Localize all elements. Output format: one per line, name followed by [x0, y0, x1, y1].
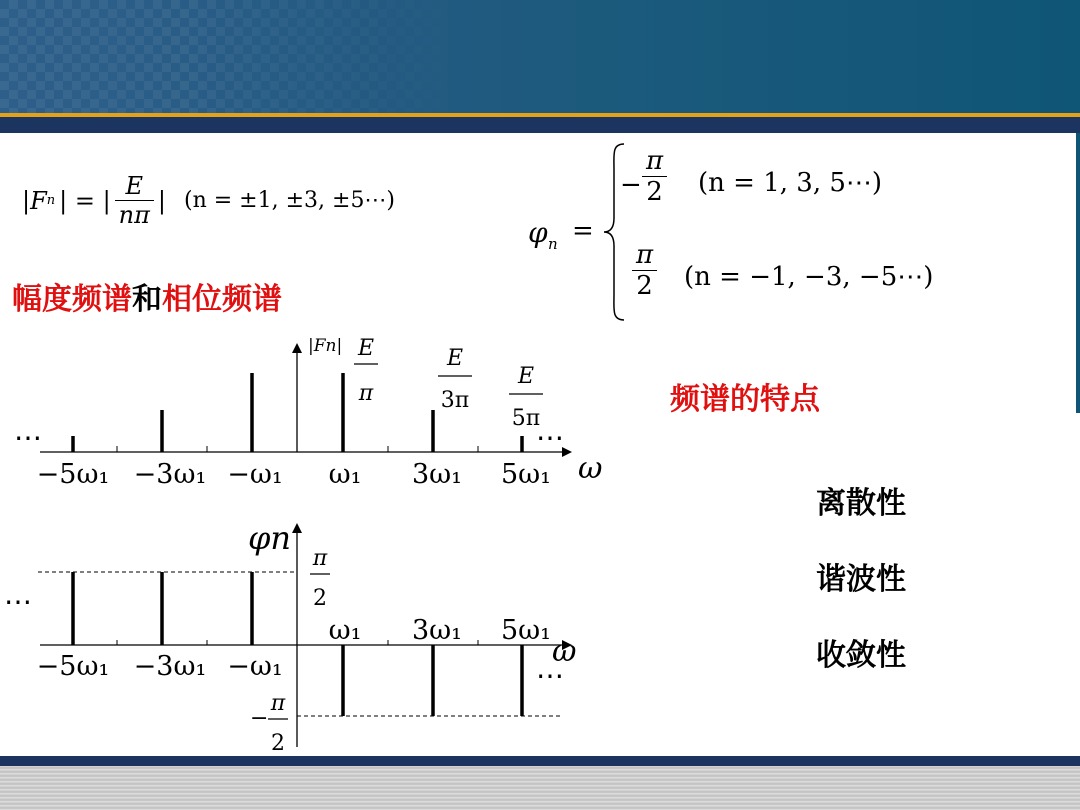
- formula-phase-case1-den: 2: [646, 177, 663, 207]
- formula-phase-case1-cond: (n = 1, 3, 5⋯): [698, 168, 883, 198]
- header-band: [0, 117, 1080, 133]
- phase-y-label: φn: [248, 519, 292, 557]
- formula-phase-brace: [602, 140, 628, 325]
- formula-phase-case2-num: π: [632, 240, 657, 271]
- formula-phase-case1-num: π: [642, 146, 667, 177]
- magnitude-tick-label: −3ω₁: [133, 459, 207, 490]
- magnitude-ellipsis-right: ⋯: [536, 421, 564, 454]
- formula-magnitude: [22, 172, 395, 229]
- phase-ellipsis-right: ⋯: [536, 659, 564, 692]
- formula-mag-eq: | = |: [59, 186, 111, 215]
- phase-tick-label: −ω₁: [227, 651, 283, 682]
- phase-bottom-den: 2: [271, 731, 285, 755]
- magnitude-tick-label: −ω₁: [227, 459, 283, 490]
- magnitude-y-arrow: [292, 343, 302, 353]
- formula-phase-case2-cond: (n = −1, −3, −5⋯): [684, 262, 934, 292]
- phase-bottom-level-label: [250, 691, 288, 755]
- magnitude-value-num: E: [517, 364, 535, 389]
- formula-mag-sub: n: [46, 193, 56, 208]
- formula-phase-eq: =: [572, 216, 594, 246]
- magnitude-value-label-3: [438, 346, 472, 413]
- phase-tick-label: 3ω₁: [411, 615, 463, 646]
- formula-mag-lhs: |F: [22, 186, 47, 215]
- magnitude-value-den: 3π: [440, 388, 470, 413]
- formula-mag-num: E: [115, 172, 154, 201]
- formula-mag-bar: |: [157, 186, 166, 215]
- formula-mag-den: nπ: [118, 201, 150, 229]
- footer-stripes: [0, 766, 1080, 810]
- phase-plot: [0, 515, 620, 755]
- phase-ellipsis-left: ⋯: [4, 585, 32, 618]
- phase-tick-label: −5ω₁: [36, 651, 110, 682]
- magnitude-value-den: π: [358, 381, 374, 406]
- phase-top-num: π: [312, 546, 328, 571]
- phase-tick-label: −3ω₁: [133, 651, 207, 682]
- magnitude-value-label-1: [354, 336, 378, 406]
- property-harmonic: 谐波性: [816, 562, 906, 597]
- formula-mag-cond: (n = ±1, ±3, ±5⋯): [184, 188, 396, 213]
- magnitude-tick-label: ω₁: [328, 459, 362, 490]
- magnitude-tick-label: 5ω₁: [500, 459, 552, 490]
- magnitude-x-label: ω: [578, 451, 603, 486]
- phase-x-label: ω: [552, 634, 577, 669]
- magnitude-y-label: |Fn|: [308, 336, 343, 356]
- phase-tick-label: ω₁: [328, 615, 362, 646]
- phase-top-level-label: [310, 546, 330, 611]
- header-checker-pattern: [0, 0, 470, 113]
- formula-phase-lhs: φ: [528, 216, 548, 249]
- magnitude-value-den: 5π: [511, 406, 541, 431]
- magnitude-value-label-5: [509, 364, 543, 431]
- title-magnitude-spectrum: 幅度频谱: [12, 282, 132, 317]
- title-phase-spectrum: 相位频谱: [162, 282, 282, 317]
- magnitude-ellipsis-left: ⋯: [14, 421, 42, 454]
- phase-tick-label: 5ω₁: [500, 615, 552, 646]
- magnitude-value-num: E: [446, 346, 464, 371]
- phase-top-den: 2: [313, 586, 327, 611]
- formula-phase-sub: n: [548, 235, 558, 253]
- formula-phase-case2-den: 2: [636, 271, 653, 301]
- phase-bottom-sign: −: [250, 706, 269, 731]
- phase-y-arrow: [292, 523, 302, 533]
- magnitude-tick-label: 3ω₁: [411, 459, 463, 490]
- magnitude-value-num: E: [357, 336, 375, 361]
- formula-phase-case1-fraction: [642, 146, 667, 207]
- footer-band: [0, 756, 1080, 766]
- formula-phase: [528, 140, 948, 325]
- property-convergent: 收敛性: [816, 638, 906, 673]
- section-title: [12, 274, 282, 318]
- spectrum-features-title: 频谱的特点: [670, 382, 820, 417]
- phase-bottom-num: π: [270, 691, 286, 716]
- right-edge-strip: [1076, 133, 1080, 413]
- magnitude-plot: [0, 325, 620, 500]
- property-discrete: 离散性: [816, 486, 906, 521]
- formula-mag-fraction: [115, 172, 154, 229]
- magnitude-tick-label: −5ω₁: [36, 459, 110, 490]
- formula-phase-case2-fraction: [632, 240, 657, 301]
- title-and: 和: [132, 282, 162, 317]
- formula-phase-case1-sign: −: [620, 170, 642, 200]
